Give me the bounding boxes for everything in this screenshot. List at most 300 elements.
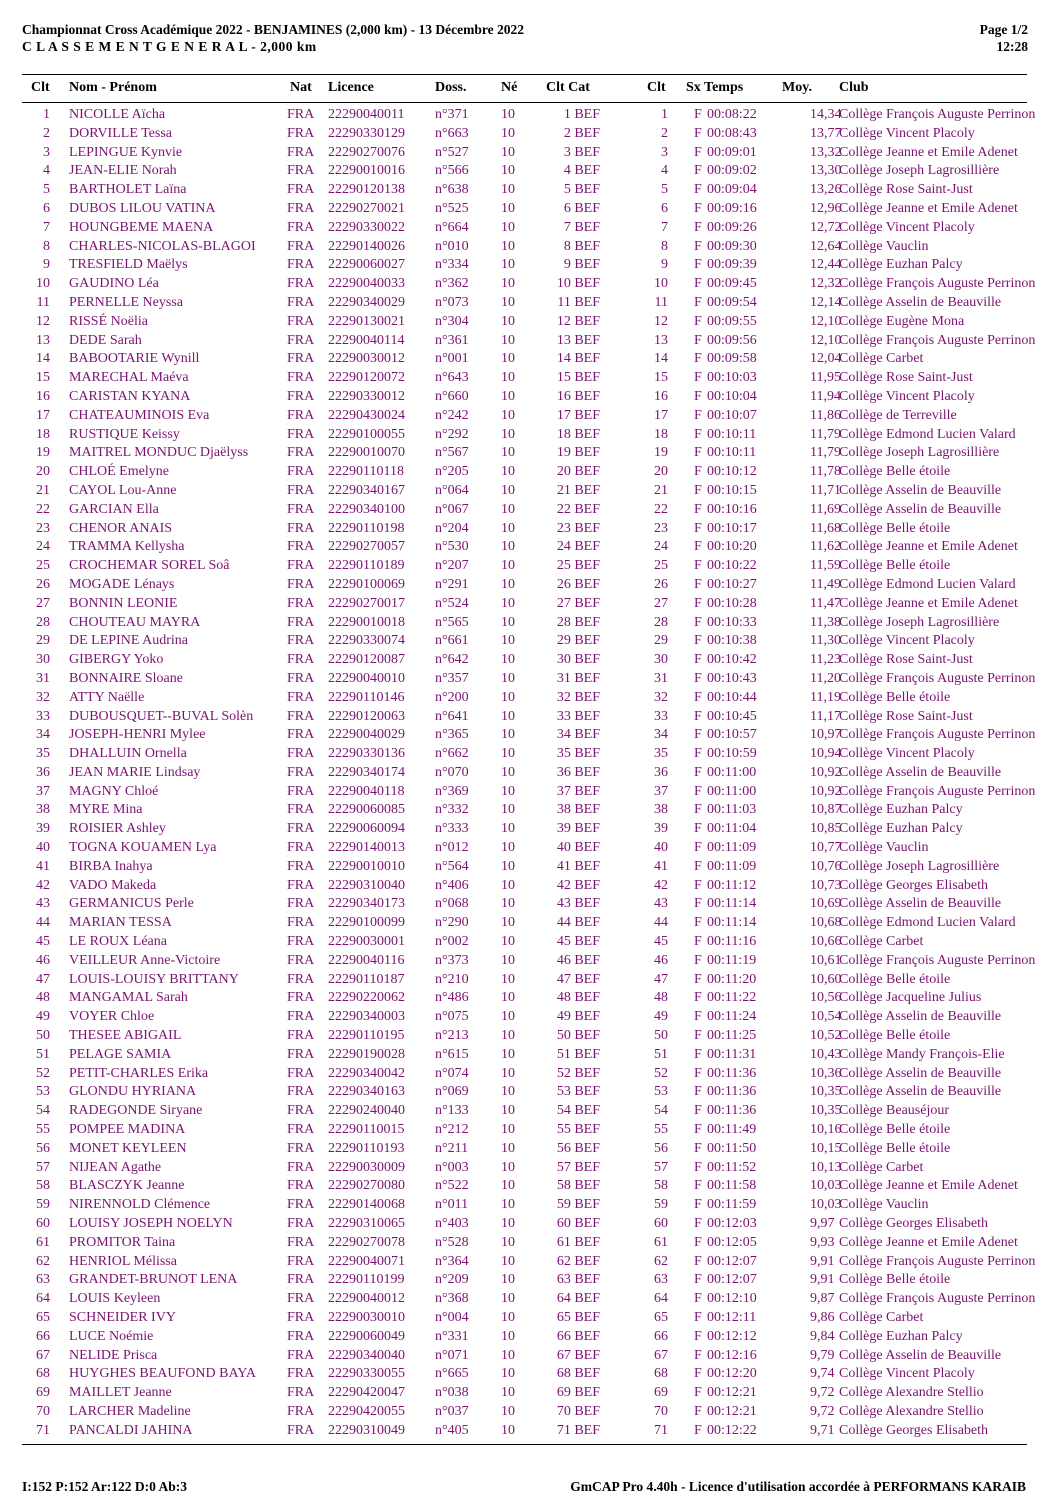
cell-licence: 22290310049 <box>328 1422 405 1438</box>
cell-clt: 51 <box>36 1046 50 1062</box>
table-row <box>0 238 1058 257</box>
cell-clt-cat: 59 BEF <box>556 1197 600 1213</box>
table-row <box>0 388 1058 407</box>
cell-time: 00:11:19 <box>707 952 757 968</box>
col-header-sx-temps: Sx Temps <box>686 80 744 95</box>
cell-doss: n°528 <box>435 1234 469 1250</box>
cell-clt2: 2 <box>661 125 668 141</box>
cell-name: GAUDINO Léa <box>69 276 159 292</box>
table-row <box>0 106 1058 125</box>
cell-time: 00:09:04 <box>707 182 757 198</box>
cell-nat: FRA <box>287 1422 315 1438</box>
cell-name: DE LEPINE Audrina <box>69 633 188 649</box>
cell-ne: 10 <box>501 1234 515 1250</box>
cell-ne: 10 <box>501 1403 515 1419</box>
table-header <box>0 80 1058 100</box>
cell-doss: n°567 <box>435 445 469 461</box>
table-row <box>0 482 1058 501</box>
cell-club: Collège François Auguste Perrinon <box>839 332 1036 348</box>
cell-clt-cat: 64 BEF <box>556 1291 600 1307</box>
cell-ne: 10 <box>501 840 515 856</box>
cell-name: LOUIS-LOUISY BRITTANY <box>69 971 239 987</box>
cell-sx: F <box>694 1065 702 1081</box>
cell-nat: FRA <box>287 1065 315 1081</box>
cell-clt: 39 <box>36 821 50 837</box>
cell-licence: 22290330074 <box>328 633 405 649</box>
cell-sx: F <box>694 501 702 517</box>
cell-clt: 27 <box>36 595 50 611</box>
table-row <box>0 1083 1058 1102</box>
cell-clt-cat: 58 BEF <box>556 1178 600 1194</box>
cell-clt2: 18 <box>654 426 668 442</box>
cell-time: 00:11:03 <box>707 802 757 818</box>
cell-moy: 11,47 <box>810 595 841 611</box>
cell-club: Collège François Auguste Perrinon <box>839 670 1036 686</box>
table-row <box>0 1008 1058 1027</box>
table-row <box>0 350 1058 369</box>
cell-licence: 22290270057 <box>328 539 405 555</box>
cell-clt-cat: 5 BEF <box>563 182 600 198</box>
cell-clt: 4 <box>43 163 50 179</box>
cell-club: Collège Belle étoile <box>839 558 951 574</box>
cell-clt2: 45 <box>654 934 668 950</box>
cell-clt: 22 <box>36 501 50 517</box>
cell-nat: FRA <box>287 426 315 442</box>
cell-time: 00:09:55 <box>707 313 757 329</box>
cell-clt: 33 <box>36 708 50 724</box>
cell-licence: 22290120087 <box>328 652 405 668</box>
cell-clt-cat: 1 BEF <box>563 107 600 122</box>
cell-clt: 68 <box>36 1366 50 1382</box>
cell-ne: 10 <box>501 1178 515 1194</box>
cell-nat: FRA <box>287 877 315 893</box>
cell-sx: F <box>694 332 702 348</box>
cell-sx: F <box>694 858 702 874</box>
cell-name: MONET KEYLEEN <box>69 1140 187 1156</box>
cell-licence: 22290110199 <box>328 1272 405 1288</box>
cell-club: Collège François Auguste Perrinon <box>839 1291 1036 1307</box>
cell-time: 00:11:22 <box>707 990 757 1006</box>
cell-nat: FRA <box>287 915 315 931</box>
cell-clt2: 37 <box>654 783 668 799</box>
cell-clt-cat: 28 BEF <box>556 614 600 630</box>
cell-doss: n°373 <box>435 952 469 968</box>
cell-nat: FRA <box>287 388 315 404</box>
cell-time: 00:09:39 <box>707 257 757 273</box>
cell-sx: F <box>694 294 702 310</box>
cell-clt2: 9 <box>661 257 668 273</box>
cell-clt: 29 <box>36 633 50 649</box>
cell-clt-cat: 19 BEF <box>556 445 600 461</box>
cell-name: ROISIER Ashley <box>69 821 166 837</box>
cell-moy: 11,38 <box>810 614 841 630</box>
cell-moy: 12,44 <box>810 257 842 273</box>
cell-name: LUCE Noémie <box>69 1328 154 1344</box>
cell-licence: 22290110015 <box>328 1122 405 1138</box>
cell-sx: F <box>694 971 702 987</box>
cell-clt2: 41 <box>654 858 668 874</box>
cell-moy: 9,91 <box>810 1253 835 1269</box>
cell-name: HUYGHES BEAUFOND BAYA <box>69 1366 256 1382</box>
cell-moy: 11,94 <box>810 388 841 404</box>
cell-nat: FRA <box>287 990 315 1006</box>
cell-club: Collège Rose Saint-Just <box>839 370 973 386</box>
cell-clt2: 63 <box>654 1272 668 1288</box>
cell-time: 00:10:28 <box>707 595 757 611</box>
cell-clt-cat: 18 BEF <box>556 426 600 442</box>
cell-nat: FRA <box>287 764 315 780</box>
cell-sx: F <box>694 934 702 950</box>
cell-doss: n°522 <box>435 1178 469 1194</box>
cell-clt2: 35 <box>654 746 668 762</box>
cell-doss: n°331 <box>435 1328 469 1344</box>
cell-moy: 11,79 <box>810 426 841 442</box>
cell-club: Collège Carbet <box>839 1159 924 1175</box>
table-row <box>0 895 1058 914</box>
cell-clt-cat: 40 BEF <box>556 840 600 856</box>
cell-name: CHLOÉ Emelyne <box>69 464 169 480</box>
cell-club: Collège Rose Saint-Just <box>839 182 973 198</box>
cell-moy: 12,72 <box>810 219 842 235</box>
cell-club: Collège Joseph Lagrosillière <box>839 445 1000 461</box>
cell-ne: 10 <box>501 896 515 912</box>
cell-time: 00:10:59 <box>707 746 757 762</box>
cell-club: Collège Carbet <box>839 934 924 950</box>
table-row <box>0 989 1058 1008</box>
cell-time: 00:11:09 <box>707 858 757 874</box>
cell-ne: 10 <box>501 1140 515 1156</box>
cell-moy: 12,10 <box>810 332 842 348</box>
cell-licence: 22290340100 <box>328 501 405 517</box>
cell-clt: 23 <box>36 520 50 536</box>
cell-ne: 10 <box>501 200 515 216</box>
cell-nat: FRA <box>287 1178 315 1194</box>
table-row <box>0 1271 1058 1290</box>
cell-ne: 10 <box>501 219 515 235</box>
table-row <box>0 914 1058 933</box>
table-row <box>0 1102 1058 1121</box>
cell-clt: 15 <box>36 370 50 386</box>
cell-club: Collège Euzhan Palcy <box>839 821 963 837</box>
cell-licence: 22290330129 <box>328 125 405 141</box>
cell-ne: 10 <box>501 915 515 931</box>
cell-sx: F <box>694 1028 702 1044</box>
cell-clt-cat: 31 BEF <box>556 670 600 686</box>
cell-clt2: 62 <box>654 1253 668 1269</box>
cell-sx: F <box>694 1197 702 1213</box>
cell-clt-cat: 17 BEF <box>556 407 600 423</box>
cell-name: GRANDET-BRUNOT LENA <box>69 1272 238 1288</box>
cell-name: VEILLEUR Anne-Victoire <box>69 952 221 968</box>
cell-moy: 10,69 <box>810 896 842 912</box>
cell-nat: FRA <box>287 1197 315 1213</box>
table-row <box>0 576 1058 595</box>
cell-sx: F <box>694 1009 702 1025</box>
cell-clt2: 54 <box>654 1103 668 1119</box>
cell-clt2: 64 <box>654 1291 668 1307</box>
cell-doss: n°643 <box>435 370 469 386</box>
col-header-clt: Clt <box>31 80 50 95</box>
cell-club: Collège Carbet <box>839 351 924 367</box>
cell-sx: F <box>694 576 702 592</box>
cell-clt2: 17 <box>654 407 668 423</box>
cell-nat: FRA <box>287 1403 315 1419</box>
cell-licence: 22290270017 <box>328 595 405 611</box>
cell-moy: 11,69 <box>810 501 841 517</box>
cell-name: SCHNEIDER IVY <box>69 1310 176 1325</box>
cell-ne: 10 <box>501 313 515 329</box>
cell-nat: FRA <box>287 670 315 686</box>
cell-ne: 10 <box>501 163 515 179</box>
cell-clt2: 57 <box>654 1159 668 1175</box>
cell-sx: F <box>694 727 702 743</box>
cell-time: 00:11:59 <box>707 1197 757 1213</box>
cell-time: 00:09:45 <box>707 276 757 292</box>
table-row <box>0 219 1058 238</box>
cell-nat: FRA <box>287 539 315 555</box>
cell-doss: n°406 <box>435 877 469 893</box>
cell-club: Collège Vauclin <box>839 840 929 856</box>
cell-nat: FRA <box>287 125 315 141</box>
cell-moy: 10,13 <box>810 1159 842 1175</box>
cell-time: 00:12:12 <box>707 1328 757 1344</box>
cell-clt: 25 <box>36 558 50 574</box>
cell-ne: 10 <box>501 558 515 574</box>
cell-clt-cat: 30 BEF <box>556 652 600 668</box>
cell-clt: 26 <box>36 576 50 592</box>
cell-licence: 22290140026 <box>328 238 405 254</box>
cell-sx: F <box>694 276 702 292</box>
cell-moy: 12,10 <box>810 313 842 329</box>
cell-licence: 22290110193 <box>328 1140 405 1156</box>
cell-sx: F <box>694 633 702 649</box>
cell-ne: 10 <box>501 764 515 780</box>
cell-clt: 53 <box>36 1084 50 1100</box>
cell-doss: n°064 <box>435 482 469 498</box>
report-subtitle: C L A S S E M E N T G E N E R A L - 2,000 km <box>22 39 317 54</box>
cell-club: Collège Belle étoile <box>839 1028 951 1044</box>
cell-club: Collège François Auguste Perrinon <box>839 107 1036 122</box>
cell-club: Collège Vincent Placoly <box>839 1366 975 1382</box>
cell-moy: 11,71 <box>810 482 841 498</box>
cell-ne: 10 <box>501 689 515 705</box>
cell-licence: 22290140013 <box>328 840 405 856</box>
cell-time: 00:10:12 <box>707 464 757 480</box>
cell-name: BLASCZYK Jeanne <box>69 1178 185 1194</box>
cell-moy: 10,66 <box>810 934 842 950</box>
col-header-moy: Moy. <box>782 80 812 95</box>
cell-ne: 10 <box>501 125 515 141</box>
cell-ne: 10 <box>501 802 515 818</box>
cell-time: 00:10:11 <box>707 445 757 461</box>
cell-clt-cat: 52 BEF <box>556 1065 600 1081</box>
cell-club: Collège François Auguste Perrinon <box>839 727 1036 743</box>
cell-licence: 22290060094 <box>328 821 405 837</box>
cell-licence: 22290040010 <box>328 670 405 686</box>
table-row <box>0 595 1058 614</box>
cell-nat: FRA <box>287 1159 315 1175</box>
cell-nat: FRA <box>287 652 315 668</box>
cell-time: 00:11:00 <box>707 783 757 799</box>
cell-time: 00:10:38 <box>707 633 757 649</box>
cell-sx: F <box>694 802 702 818</box>
cell-name: CHARLES-NICOLAS-BLAGOI <box>69 238 256 254</box>
cell-nat: FRA <box>287 482 315 498</box>
cell-moy: 10,15 <box>810 1140 842 1156</box>
cell-time: 00:10:33 <box>707 614 757 630</box>
cell-club: Collège François Auguste Perrinon <box>839 783 1036 799</box>
cell-clt-cat: 35 BEF <box>556 746 600 762</box>
cell-doss: n°615 <box>435 1046 469 1062</box>
cell-sx: F <box>694 614 702 630</box>
cell-nat: FRA <box>287 1140 315 1156</box>
cell-name: GIBERGY Yoko <box>69 652 164 668</box>
cell-clt-cat: 62 BEF <box>556 1253 600 1269</box>
cell-moy: 10,52 <box>810 1028 842 1044</box>
cell-clt-cat: 42 BEF <box>556 877 600 893</box>
cell-sx: F <box>694 125 702 141</box>
cell-name: LARCHER Madeline <box>69 1403 191 1419</box>
cell-club: Collège Belle étoile <box>839 464 951 480</box>
cell-clt2: 67 <box>654 1347 668 1363</box>
cell-sx: F <box>694 783 702 799</box>
cell-clt: 21 <box>36 482 50 498</box>
cell-doss: n°242 <box>435 407 469 423</box>
cell-licence: 22290340029 <box>328 294 405 310</box>
cell-doss: n°664 <box>435 219 469 235</box>
cell-nat: FRA <box>287 783 315 799</box>
cell-time: 00:10:17 <box>707 520 757 536</box>
cell-moy: 11,68 <box>810 520 841 536</box>
cell-time: 00:09:16 <box>707 200 757 216</box>
cell-moy: 10,03 <box>810 1178 842 1194</box>
cell-club: Collège Alexandre Stellio <box>839 1385 984 1401</box>
cell-nat: FRA <box>287 445 315 461</box>
cell-sx: F <box>694 1234 702 1250</box>
cell-ne: 10 <box>501 1366 515 1382</box>
table-row <box>0 1065 1058 1084</box>
cell-nat: FRA <box>287 708 315 724</box>
cell-name: POMPEE MADINA <box>69 1122 186 1138</box>
cell-time: 00:10:04 <box>707 388 757 404</box>
cell-clt2: 66 <box>654 1328 668 1344</box>
cell-clt: 46 <box>36 952 50 968</box>
table-row <box>0 1027 1058 1046</box>
cell-licence: 22290190028 <box>328 1046 405 1062</box>
cell-ne: 10 <box>501 1328 515 1344</box>
table-row <box>0 369 1058 388</box>
cell-ne: 10 <box>501 257 515 273</box>
cell-clt: 52 <box>36 1065 50 1081</box>
cell-name: DORVILLE Tessa <box>69 125 173 141</box>
cell-clt2: 29 <box>654 633 668 649</box>
cell-ne: 10 <box>501 1347 515 1363</box>
cell-club: Collège Belle étoile <box>839 689 951 705</box>
cell-doss: n°074 <box>435 1065 469 1081</box>
cell-clt: 20 <box>36 464 50 480</box>
cell-licence: 22290010070 <box>328 445 405 461</box>
cell-clt-cat: 45 BEF <box>556 934 600 950</box>
cell-doss: n°665 <box>435 1366 469 1382</box>
cell-licence: 22290330136 <box>328 746 405 762</box>
cell-name: CROCHEMAR SOREL Soâ <box>69 558 230 574</box>
cell-name: HOUNGBEME MAENA <box>69 219 214 235</box>
cell-ne: 10 <box>501 1422 515 1438</box>
cell-ne: 10 <box>501 652 515 668</box>
cell-doss: n°661 <box>435 633 469 649</box>
cell-time: 00:10:22 <box>707 558 757 574</box>
cell-moy: 13,26 <box>810 182 842 198</box>
cell-moy: 10,43 <box>810 1046 842 1062</box>
cell-sx: F <box>694 1122 702 1138</box>
cell-clt: 60 <box>36 1216 50 1232</box>
cell-moy: 9,71 <box>810 1422 835 1438</box>
cell-clt2: 52 <box>654 1065 668 1081</box>
col-header-nat: Nat <box>290 80 312 95</box>
cell-clt-cat: 16 BEF <box>556 388 600 404</box>
cell-time: 00:11:36 <box>707 1103 757 1119</box>
table-row <box>0 1121 1058 1140</box>
cell-ne: 10 <box>501 445 515 461</box>
cell-moy: 11,20 <box>810 670 841 686</box>
cell-clt-cat: 26 BEF <box>556 576 600 592</box>
cell-moy: 11,17 <box>810 708 841 724</box>
cell-clt: 65 <box>36 1310 50 1325</box>
table-row <box>0 1347 1058 1366</box>
cell-moy: 10,03 <box>810 1197 842 1213</box>
cell-clt-cat: 22 BEF <box>556 501 600 517</box>
cell-moy: 11,19 <box>810 689 841 705</box>
cell-time: 00:12:11 <box>707 1310 757 1325</box>
cell-moy: 10,54 <box>810 1009 842 1025</box>
cell-ne: 10 <box>501 1272 515 1288</box>
cell-ne: 10 <box>501 1291 515 1307</box>
cell-sx: F <box>694 1291 702 1307</box>
cell-clt2: 36 <box>654 764 668 780</box>
cell-clt: 32 <box>36 689 50 705</box>
cell-club: Collège François Auguste Perrinon <box>839 952 1036 968</box>
cell-nat: FRA <box>287 144 315 160</box>
cell-clt: 64 <box>36 1291 50 1307</box>
cell-sx: F <box>694 1253 702 1269</box>
cell-clt: 67 <box>36 1347 50 1363</box>
cell-ne: 10 <box>501 1065 515 1081</box>
cell-sx: F <box>694 1103 702 1119</box>
cell-clt: 37 <box>36 783 50 799</box>
cell-licence: 22290040011 <box>328 107 405 122</box>
cell-sx: F <box>694 1403 702 1419</box>
cell-clt2: 30 <box>654 652 668 668</box>
cell-doss: n°663 <box>435 125 469 141</box>
cell-club: Collège Euzhan Palcy <box>839 257 963 273</box>
cell-ne: 10 <box>501 821 515 837</box>
cell-moy: 10,85 <box>810 821 842 837</box>
cell-name: PELAGE SAMIA <box>69 1046 172 1062</box>
cell-time: 00:09:26 <box>707 219 757 235</box>
cell-club: Collège Joseph Lagrosillière <box>839 163 1000 179</box>
cell-licence: 22290340040 <box>328 1347 405 1363</box>
cell-clt-cat: 48 BEF <box>556 990 600 1006</box>
table-row <box>0 933 1058 952</box>
cell-doss: n°073 <box>435 294 469 310</box>
cell-name: PANCALDI JAHINA <box>69 1422 193 1438</box>
cell-moy: 10,56 <box>810 990 842 1006</box>
cell-club: Collège Belle étoile <box>839 520 951 536</box>
cell-sx: F <box>694 821 702 837</box>
page-number: Page 1/2 <box>979 22 1028 37</box>
table-row <box>0 1290 1058 1309</box>
cell-nat: FRA <box>287 802 315 818</box>
